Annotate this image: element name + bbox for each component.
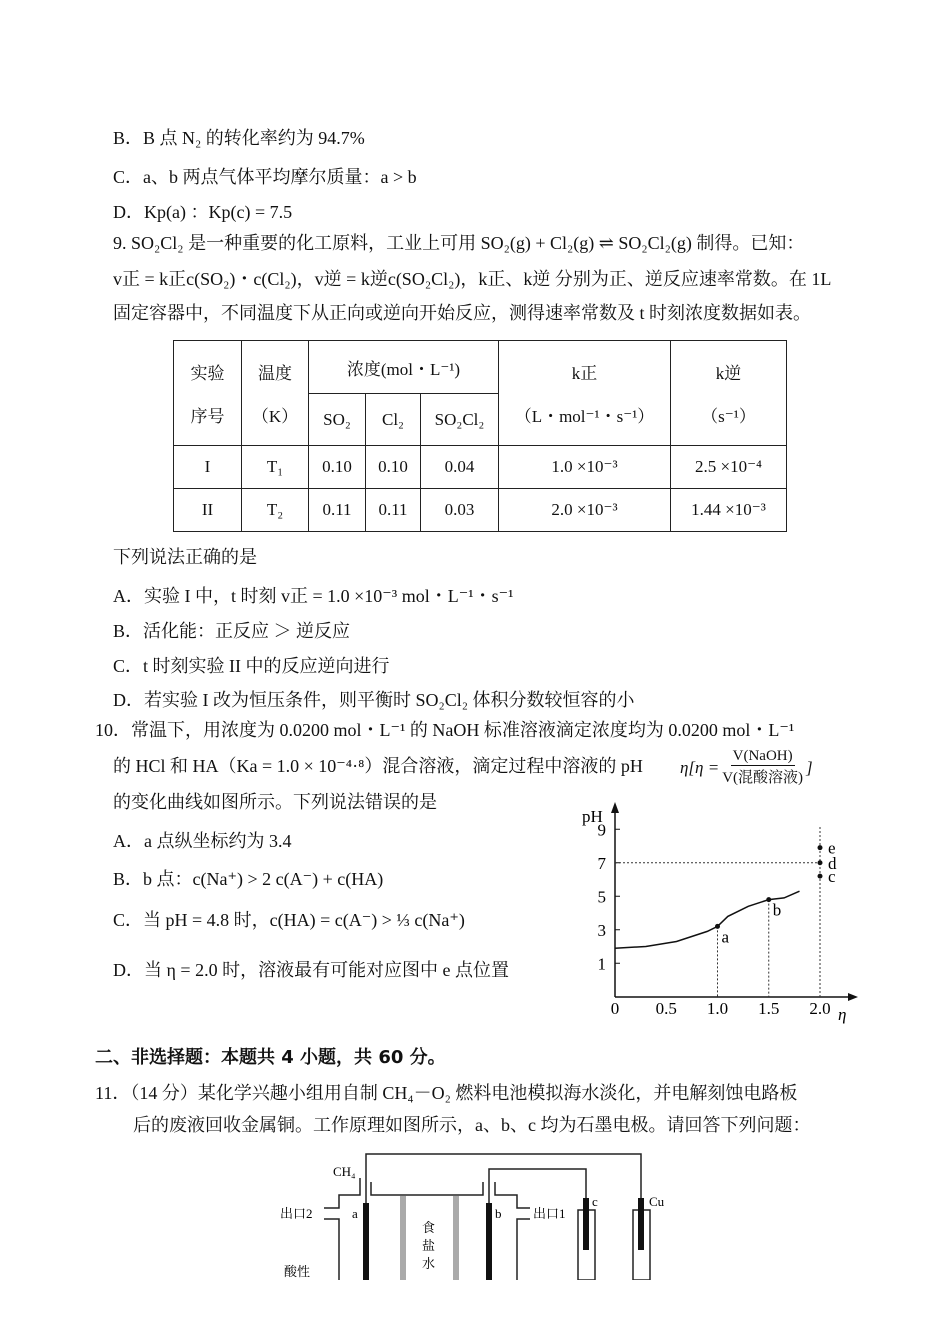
q8-option-c: C．a、b 两点气体平均摩尔质量：a > b <box>113 167 417 187</box>
header-kr-line1: k逆 <box>715 364 742 383</box>
point-label-d: d <box>828 853 837 873</box>
q9-option-c: C．t 时刻实验 II 中的反应逆向进行 <box>113 656 390 676</box>
section-heading: 二、非选择题：本题共 4 小题，共 60 分。 <box>95 1047 446 1068</box>
salt-water-char: 食 <box>422 1220 436 1235</box>
q10-option-a: A．a 点纵坐标约为 3.4 <box>113 831 292 851</box>
electrode-a <box>363 1203 369 1280</box>
cell: 1.0 ×10⁻³ <box>499 446 671 489</box>
cell: 2.5 ×10⁻⁴ <box>671 446 787 489</box>
x-tick-label: 1.0 <box>706 999 729 1018</box>
ch4-label: CH₄ <box>333 1164 356 1179</box>
point-d <box>818 860 823 865</box>
q9-stem-line1: 9. SO₂Cl₂ 是一种重要的化工原料，工业上可用 SO₂(g) + Cl₂(g) ⇌ SO₂Cl₂(g) 制得。已知： <box>113 233 805 253</box>
label-c: c <box>592 1194 598 1209</box>
y-tick-label: 5 <box>597 887 606 907</box>
point-a <box>715 924 720 929</box>
header-conc: 浓度(mol・L⁻¹) <box>309 341 499 394</box>
point-label-c: c <box>828 867 836 887</box>
header-exp-line1: 实验 <box>190 364 225 383</box>
q10-option-c: C．当 pH = 4.8 时，c(HA) = c(A⁻) > ⅓ c(Na⁺) <box>113 910 465 930</box>
header-cl2: Cl₂ <box>366 394 421 446</box>
q9-prompt: 下列说法正确的是 <box>113 547 257 567</box>
cell: 0.03 <box>421 489 499 532</box>
q10-stem-line2: 的 HCl 和 HA（Ka = 1.0 × 10⁻⁴·⁸）混合溶液，滴定过程中溶液的 pH <box>113 756 643 776</box>
x-axis-arrow <box>848 993 858 1001</box>
point-label-a: a <box>721 927 730 947</box>
header-kf-line1: k正 <box>571 364 598 383</box>
q9-option-d: D．若实验 I 改为恒压条件，则平衡时 SO₂Cl₂ 体积分数较恒容的小 <box>113 690 635 710</box>
header-so2cl2: SO₂Cl₂ <box>421 394 499 446</box>
point-e <box>818 845 823 850</box>
eta-suffix: ] <box>806 757 813 777</box>
header-temp-line2: （K） <box>251 407 299 426</box>
cell: T₂ <box>242 489 309 532</box>
cell: 0.10 <box>366 446 421 489</box>
cell: 0.11 <box>309 489 366 532</box>
q11-stem-line1: 11．（14 分）某化学兴趣小组用自制 CH₄－O₂ 燃料电池模拟海水淡化，并电解刻蚀电路板 <box>95 1083 798 1103</box>
y-tick-label: 3 <box>597 920 606 940</box>
x-axis-label: η <box>838 1005 847 1024</box>
header-so2: SO₂ <box>309 394 366 446</box>
label-b: b <box>495 1206 502 1221</box>
q9-stem-line3: 固定容器中，不同温度下从正向或逆向开始反应，测得速率常数及 t 时刻浓度数据如表。 <box>113 303 811 323</box>
acid-label: 酸性 <box>284 1264 311 1279</box>
cell: 0.10 <box>309 446 366 489</box>
x-tick-label: 0 <box>610 999 620 1018</box>
cell: II <box>174 489 242 532</box>
membrane <box>400 1196 406 1280</box>
point-c <box>818 874 823 879</box>
electrode-b <box>486 1203 492 1280</box>
salt-water-char: 盐 <box>422 1238 436 1253</box>
x-tick-label: 2.0 <box>809 999 831 1018</box>
cell: 2.0 ×10⁻³ <box>499 489 671 532</box>
cell: T₁ <box>242 446 309 489</box>
outlet2-label: 出口2 <box>280 1206 313 1221</box>
q10-option-b: B．b 点：c(Na⁺) > 2 c(A⁻) + c(HA) <box>113 869 384 889</box>
salt-water-char: 水 <box>422 1256 436 1271</box>
header-kf-line2: （L・mol⁻¹・s⁻¹） <box>514 407 655 426</box>
y-tick-label: 7 <box>597 853 606 873</box>
eta-denominator: V(混酸溶液) <box>722 770 804 786</box>
eta-numerator: V(NaOH) <box>732 748 793 764</box>
q11-stem-line2: 后的废液回收金属铜。工作原理如图所示，a、b、c 均为石墨电极。请回答下列问题： <box>133 1115 811 1135</box>
header-temp-line1: 温度 <box>258 364 292 383</box>
q10-stem-line3: 的变化曲线如图所示。下列说法错误的是 <box>113 792 437 812</box>
q9-option-b: B．活化能：正反应 ＞ 逆反应 <box>113 621 351 641</box>
eta-prefix: η[η = <box>680 757 720 777</box>
point-label-e: e <box>828 838 836 858</box>
header-exp-line2: 序号 <box>190 407 225 426</box>
cell: 0.04 <box>421 446 499 489</box>
cell: I <box>174 446 242 489</box>
x-tick-label: 1.5 <box>758 999 780 1018</box>
x-tick-label: 0.5 <box>655 999 677 1018</box>
cell: 1.44 ×10⁻³ <box>671 489 787 532</box>
electrode-c <box>583 1198 589 1250</box>
outlet1-label: 出口1 <box>533 1206 566 1221</box>
q10-option-d: D．当 η = 2.0 时，溶液最有可能对应图中 e 点位置 <box>113 960 510 980</box>
q9-option-a: A．实验 I 中，t 时刻 v正 = 1.0 ×10⁻³ mol・L⁻¹・s⁻¹ <box>113 586 514 606</box>
y-axis-arrow <box>611 802 619 813</box>
q10-stem-line1: 10．常温下，用浓度为 0.0200 mol・L⁻¹ 的 NaOH 标准溶液滴定浓度均为 0.0200 mol・L⁻¹ <box>95 720 795 740</box>
q9-stem-line2: v正 = k正c(SO₂)・c(Cl₂)，v逆 = k逆c(SO₂Cl₂)，k正、k逆 分别为正、逆反应速率常数。在 1L <box>113 269 832 289</box>
point-b <box>766 897 771 902</box>
q8-option-b: B．B 点 N₂ 的转化率约为 94.7% <box>113 128 365 148</box>
point-label-b: b <box>772 900 782 920</box>
fuel-cell-diagram <box>260 1140 680 1280</box>
y-axis-label: pH <box>582 807 603 826</box>
electrode-cu <box>638 1198 644 1250</box>
cell: 0.11 <box>366 489 421 532</box>
membrane <box>453 1196 459 1280</box>
y-tick-label: 1 <box>597 954 606 974</box>
label-cu: Cu <box>649 1194 665 1209</box>
y-tick-label: 9 <box>597 820 606 840</box>
q8-option-d: D．Kp(a) ：Kp(c) = 7.5 <box>113 202 293 222</box>
header-kr-line2: （s⁻¹） <box>701 407 756 426</box>
label-a: a <box>352 1206 358 1221</box>
